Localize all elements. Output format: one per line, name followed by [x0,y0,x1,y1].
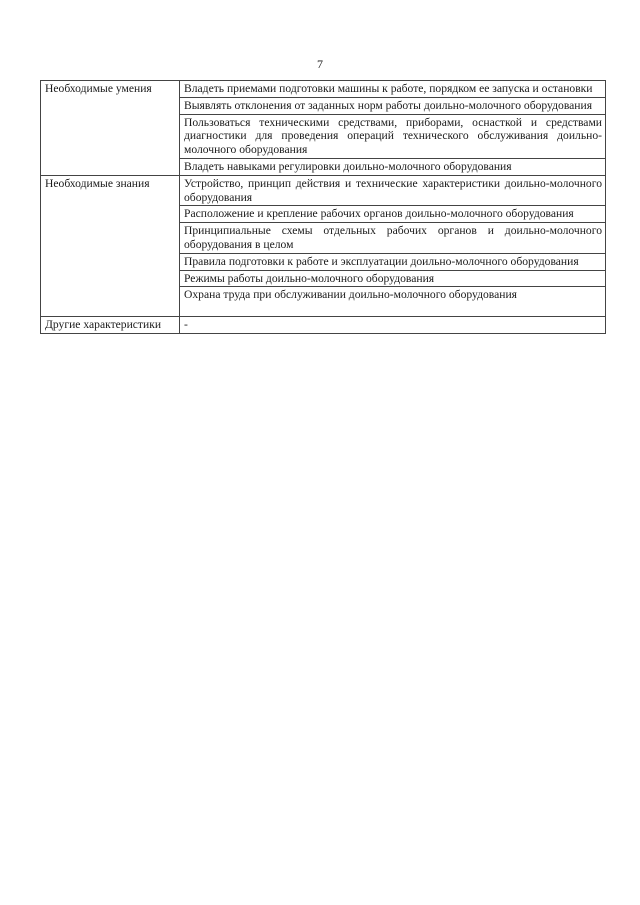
row-label-knowledge: Необходимые знания [41,175,180,317]
row-label-skills: Необходимые умения [41,81,180,176]
requirements-table [40,80,606,334]
table-row [41,175,606,206]
skill-item: Пользоваться техническими средствами, приборами, оснасткой и средствами диагностики для проведения операций технического обслуживания доильно-молочного оборудования [180,114,606,158]
skill-item: Выявлять отклонения от заданных норм работы доильно-молочного оборудования [180,97,606,114]
page-number: 7 [317,57,323,71]
table-row [41,81,606,98]
table-row [41,317,606,334]
knowledge-item: Правила подготовки к работе и эксплуатации доильно-молочного оборудования [180,253,606,270]
other-item: - [180,317,606,334]
row-label-other: Другие характеристики [41,317,180,334]
skill-item: Владеть навыками регулировки доильно-молочного оборудования [180,158,606,175]
knowledge-item: Принципиальные схемы отдельных рабочих органов и доильно-молочного оборудования в целом [180,223,606,254]
skill-item: Владеть приемами подготовки машины к работе, порядком ее запуска и остановки [180,81,606,98]
knowledge-item: Режимы работы доильно-молочного оборудования [180,270,606,287]
knowledge-item: Расположение и крепление рабочих органов доильно-молочного оборудования [180,206,606,223]
knowledge-item: Охрана труда при обслуживании доильно-молочного оборудования [180,287,606,317]
knowledge-item: Устройство, принцип действия и технические характеристики доильно-молочного оборудования [180,175,606,206]
